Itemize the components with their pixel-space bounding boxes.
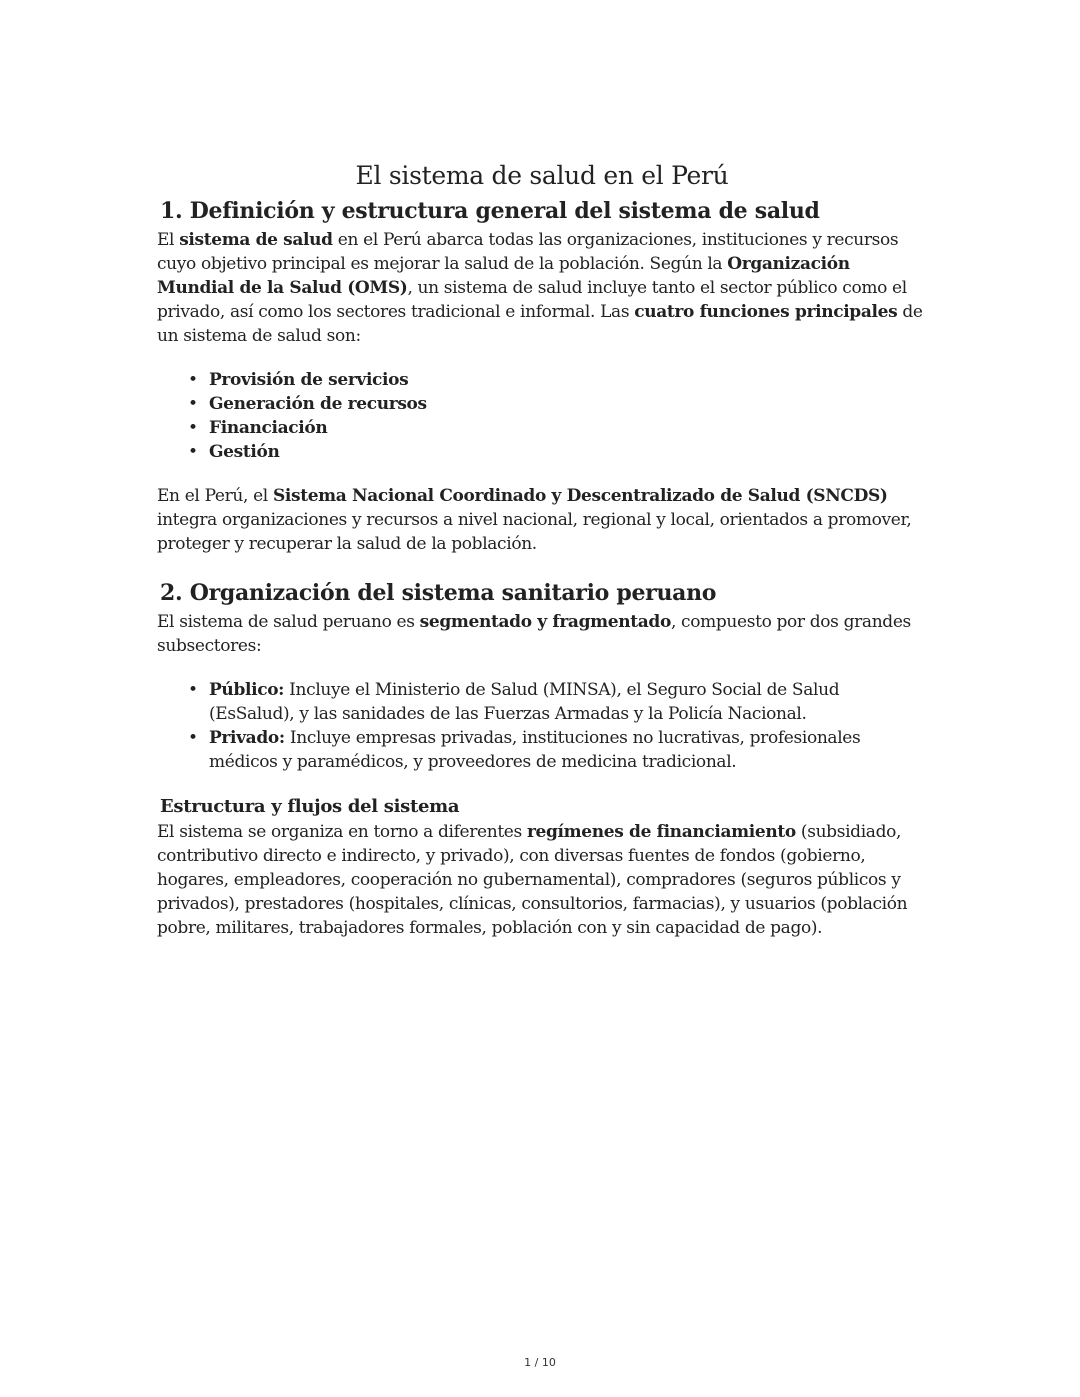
document-page [157, 158, 927, 940]
bullet-icon: • [188, 680, 198, 700]
subsection-heading: Estructura y flujos del sistema [160, 796, 460, 817]
section-1-intro: El sistema de salud en el Perú abarca todas las organizaciones, instituciones y recursos cuyo objetivo principal es mejorar la salud de la población. Según la Organización Mundial de la Salud (OMS), un sistema de salud incluye tanto el sector público como el privado, así como los sectores tradicional e informal. Las cuatro funciones principales de un sistema de salud son: [157, 230, 923, 346]
section-2-heading: 2. Organización del sistema sanitario peruano [160, 580, 717, 606]
section-1-closing: En el Perú, el Sistema Nacional Coordinado y Descentralizado de Salud (SNCDS) integra organizaciones y recursos a nivel nacional, regional y local, orientados a promover, proteger y recuperar la salud de la población. [157, 486, 912, 554]
section-2-intro: El sistema de salud peruano es segmentado y fragmentado, compuesto por dos grandes subsectores: [157, 612, 911, 656]
functions-list [157, 368, 927, 464]
bullet-icon: • [188, 370, 198, 390]
page-indicator: 1 / 10 [524, 1356, 556, 1369]
list-item: • Financiación [188, 418, 328, 438]
list-item: • Generación de recursos [188, 394, 427, 414]
flows-paragraph: El sistema se organiza en torno a diferentes regímenes de financiamiento (subsidiado, contributivo directo e indirecto, y privado), con diversas fuentes de fondos (gobierno, hogares, empleadores, cooperación no gubernamental), compradores (seguros públicos y privados), prestadores (hospitales, clínicas, consultorios, farmacias), y usuarios (población pobre, militares, trabajadores formales, población con y sin capacidad de pago). [157, 822, 908, 938]
list-item: • Privado: Incluye empresas privadas, instituciones no lucrativas, profesionales médicos y paramédicos, y proveedores de medicina tradicional. [188, 728, 861, 772]
bullet-icon: • [188, 442, 198, 462]
subsectors-list [157, 678, 927, 774]
bullet-icon: • [188, 418, 198, 438]
list-item: • Gestión [188, 442, 280, 462]
document-title: El sistema de salud en el Perú [355, 161, 729, 190]
section-1-heading: 1. Definición y estructura general del sistema de salud [160, 198, 820, 224]
list-item: • Provisión de servicios [188, 370, 409, 390]
list-item: • Público: Incluye el Ministerio de Salud (MINSA), el Seguro Social de Salud (EsSalud), y las sanidades de las Fuerzas Armadas y la Policía Nacional. [188, 680, 840, 724]
bullet-icon: • [188, 394, 198, 414]
bullet-icon: • [188, 728, 198, 748]
